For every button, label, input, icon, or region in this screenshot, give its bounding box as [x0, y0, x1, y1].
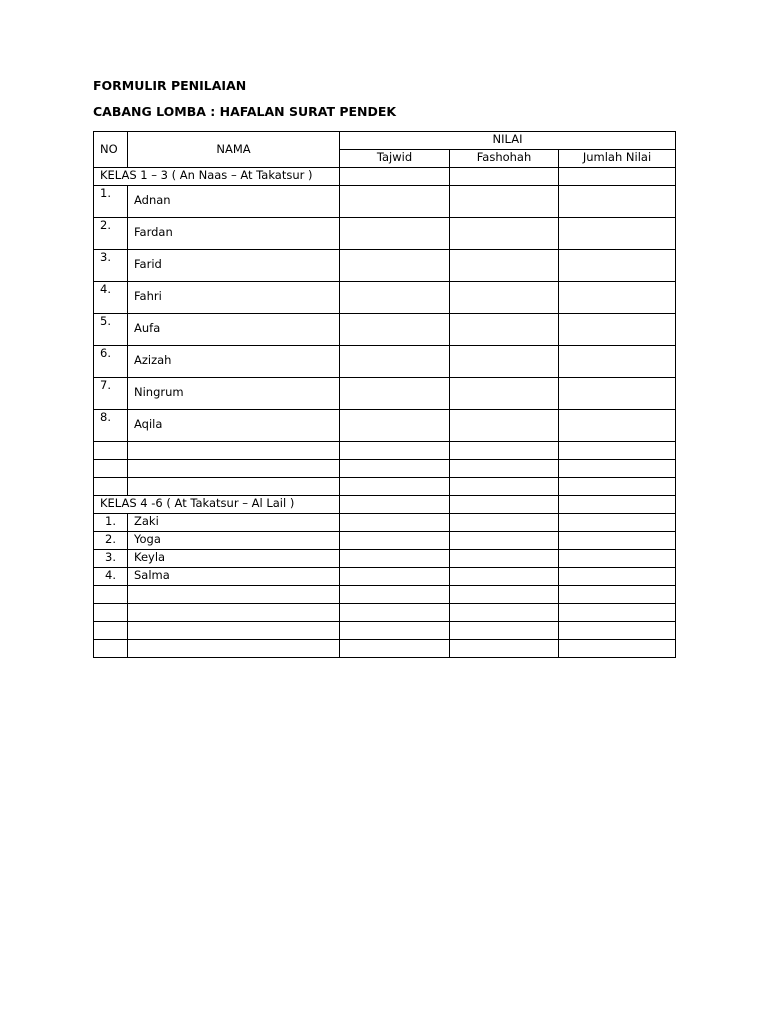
participant-name: Zaki — [128, 514, 340, 532]
score-cell-jumlah[interactable] — [559, 622, 676, 640]
score-cell-tajwid[interactable] — [340, 410, 450, 442]
row-number: 8. — [94, 410, 128, 442]
row-number: 4. — [94, 282, 128, 314]
empty-cell-no[interactable] — [94, 604, 128, 622]
empty-row — [94, 622, 676, 640]
score-cell-fashohah[interactable] — [450, 346, 559, 378]
empty-cell-nama[interactable] — [128, 622, 340, 640]
empty-cell-nama[interactable] — [128, 640, 340, 658]
empty-cell-no[interactable] — [94, 442, 128, 460]
score-cell-jumlah[interactable] — [559, 168, 676, 186]
score-cell-fashohah[interactable] — [450, 586, 559, 604]
empty-row — [94, 586, 676, 604]
header-tajwid: Tajwid — [340, 150, 450, 168]
score-cell-jumlah[interactable] — [559, 282, 676, 314]
row-number: 3. — [94, 550, 128, 568]
score-cell-tajwid[interactable] — [340, 282, 450, 314]
score-cell-jumlah[interactable] — [559, 604, 676, 622]
row-number: 7. — [94, 378, 128, 410]
empty-cell-nama[interactable] — [128, 604, 340, 622]
score-cell-tajwid[interactable] — [340, 550, 450, 568]
score-cell-jumlah[interactable] — [559, 586, 676, 604]
row-name-cell — [128, 378, 340, 410]
header-no: NO — [94, 132, 128, 168]
score-cell-jumlah[interactable] — [559, 496, 676, 514]
row-name-cell — [128, 314, 340, 346]
score-cell-tajwid[interactable] — [340, 378, 450, 410]
row-number: 6. — [94, 346, 128, 378]
table-row — [94, 532, 676, 550]
group-row-kelas-1-3 — [94, 168, 676, 186]
participant-name: Keyla — [128, 550, 340, 568]
score-cell-fashohah[interactable] — [450, 478, 559, 496]
score-cell-fashohah[interactable] — [450, 568, 559, 586]
empty-cell-nama[interactable] — [128, 442, 340, 460]
score-cell-tajwid[interactable] — [340, 640, 450, 658]
row-name-cell — [128, 218, 340, 250]
form-title: FORMULIR PENILAIAN — [93, 78, 247, 93]
score-cell-fashohah[interactable] — [450, 218, 559, 250]
score-cell-tajwid[interactable] — [340, 186, 450, 218]
score-cell-fashohah[interactable] — [450, 186, 559, 218]
empty-row — [94, 640, 676, 658]
score-cell-tajwid[interactable] — [340, 514, 450, 532]
participant-name: Fahri — [134, 289, 162, 303]
score-cell-jumlah[interactable] — [559, 346, 676, 378]
score-cell-tajwid[interactable] — [340, 496, 450, 514]
score-cell-fashohah[interactable] — [450, 550, 559, 568]
empty-cell-nama[interactable] — [128, 586, 340, 604]
empty-cell-no[interactable] — [94, 460, 128, 478]
participant-name: Aqila — [134, 417, 163, 431]
table-row — [94, 314, 676, 346]
score-cell-jumlah[interactable] — [559, 442, 676, 460]
score-cell-fashohah[interactable] — [450, 442, 559, 460]
row-number: 1. — [94, 186, 128, 218]
participant-name: Azizah — [134, 353, 172, 367]
score-cell-tajwid[interactable] — [340, 460, 450, 478]
form-subtitle: CABANG LOMBA : HAFALAN SURAT PENDEK — [93, 104, 397, 119]
row-name-cell — [128, 186, 340, 218]
score-cell-fashohah[interactable] — [450, 532, 559, 550]
empty-cell-no[interactable] — [94, 586, 128, 604]
table-row — [94, 378, 676, 410]
table-row — [94, 186, 676, 218]
participant-name: Yoga — [128, 532, 340, 550]
empty-cell-nama[interactable] — [128, 460, 340, 478]
participant-name: Ningrum — [134, 385, 184, 399]
participant-name: Adnan — [134, 193, 171, 207]
score-cell-tajwid[interactable] — [340, 604, 450, 622]
row-name-cell — [128, 282, 340, 314]
score-cell-tajwid[interactable] — [340, 622, 450, 640]
row-number: 2. — [94, 532, 128, 550]
participant-name: Salma — [128, 568, 340, 586]
score-table-body — [94, 132, 676, 658]
score-cell-tajwid[interactable] — [340, 250, 450, 282]
score-cell-fashohah[interactable] — [450, 314, 559, 346]
empty-row — [94, 442, 676, 460]
empty-cell-no[interactable] — [94, 478, 128, 496]
row-number: 3. — [94, 250, 128, 282]
score-cell-fashohah[interactable] — [450, 282, 559, 314]
score-cell-tajwid[interactable] — [340, 478, 450, 496]
score-cell-tajwid[interactable] — [340, 586, 450, 604]
row-name-cell — [128, 346, 340, 378]
score-cell-fashohah[interactable] — [450, 378, 559, 410]
score-cell-tajwid[interactable] — [340, 168, 450, 186]
score-cell-jumlah[interactable] — [559, 460, 676, 478]
empty-cell-no[interactable] — [94, 622, 128, 640]
score-table — [93, 131, 676, 658]
score-cell-tajwid[interactable] — [340, 218, 450, 250]
score-cell-fashohah[interactable] — [450, 496, 559, 514]
header-row-top — [94, 132, 676, 150]
group-row-kelas-4-6 — [94, 496, 676, 514]
score-cell-jumlah[interactable] — [559, 218, 676, 250]
group-label: KELAS 1 – 3 ( An Naas – At Takatsur ) — [94, 168, 340, 186]
header-nilai: NILAI — [340, 132, 676, 150]
score-cell-tajwid[interactable] — [340, 314, 450, 346]
table-row — [94, 514, 676, 532]
table-row — [94, 250, 676, 282]
group-label: KELAS 4 -6 ( At Takatsur – Al Lail ) — [94, 496, 340, 514]
row-name-cell — [128, 250, 340, 282]
score-cell-fashohah[interactable] — [450, 640, 559, 658]
table-row — [94, 282, 676, 314]
score-cell-fashohah[interactable] — [450, 168, 559, 186]
empty-cell-nama[interactable] — [128, 478, 340, 496]
score-cell-jumlah[interactable] — [559, 378, 676, 410]
score-cell-fashohah[interactable] — [450, 250, 559, 282]
score-cell-tajwid[interactable] — [340, 442, 450, 460]
table-row — [94, 346, 676, 378]
score-cell-fashohah[interactable] — [450, 604, 559, 622]
table-row — [94, 218, 676, 250]
participant-name: Aufa — [134, 321, 161, 335]
header-fashohah: Fashohah — [450, 150, 559, 168]
table-row — [94, 568, 676, 586]
score-cell-jumlah[interactable] — [559, 550, 676, 568]
score-cell-tajwid[interactable] — [340, 346, 450, 378]
score-cell-jumlah[interactable] — [559, 410, 676, 442]
table-row — [94, 410, 676, 442]
row-number: 1. — [94, 514, 128, 532]
header-jumlah-nilai: Jumlah Nilai — [559, 150, 676, 168]
score-cell-jumlah[interactable] — [559, 314, 676, 346]
row-number: 5. — [94, 314, 128, 346]
score-cell-jumlah[interactable] — [559, 532, 676, 550]
score-cell-tajwid[interactable] — [340, 532, 450, 550]
score-cell-fashohah[interactable] — [450, 410, 559, 442]
header-nama: NAMA — [128, 132, 340, 168]
row-name-cell — [128, 410, 340, 442]
empty-row — [94, 604, 676, 622]
score-cell-jumlah[interactable] — [559, 640, 676, 658]
score-cell-jumlah[interactable] — [559, 568, 676, 586]
score-cell-fashohah[interactable] — [450, 460, 559, 478]
score-cell-jumlah[interactable] — [559, 514, 676, 532]
empty-row — [94, 478, 676, 496]
score-cell-jumlah[interactable] — [559, 478, 676, 496]
table-row — [94, 550, 676, 568]
participant-name: Farid — [134, 257, 162, 271]
row-number: 4. — [94, 568, 128, 586]
empty-cell-no[interactable] — [94, 640, 128, 658]
row-number: 2. — [94, 218, 128, 250]
participant-name: Fardan — [134, 225, 173, 239]
score-cell-jumlah[interactable] — [559, 250, 676, 282]
score-cell-tajwid[interactable] — [340, 568, 450, 586]
score-cell-fashohah[interactable] — [450, 514, 559, 532]
score-cell-fashohah[interactable] — [450, 622, 559, 640]
score-cell-jumlah[interactable] — [559, 186, 676, 218]
empty-row — [94, 460, 676, 478]
